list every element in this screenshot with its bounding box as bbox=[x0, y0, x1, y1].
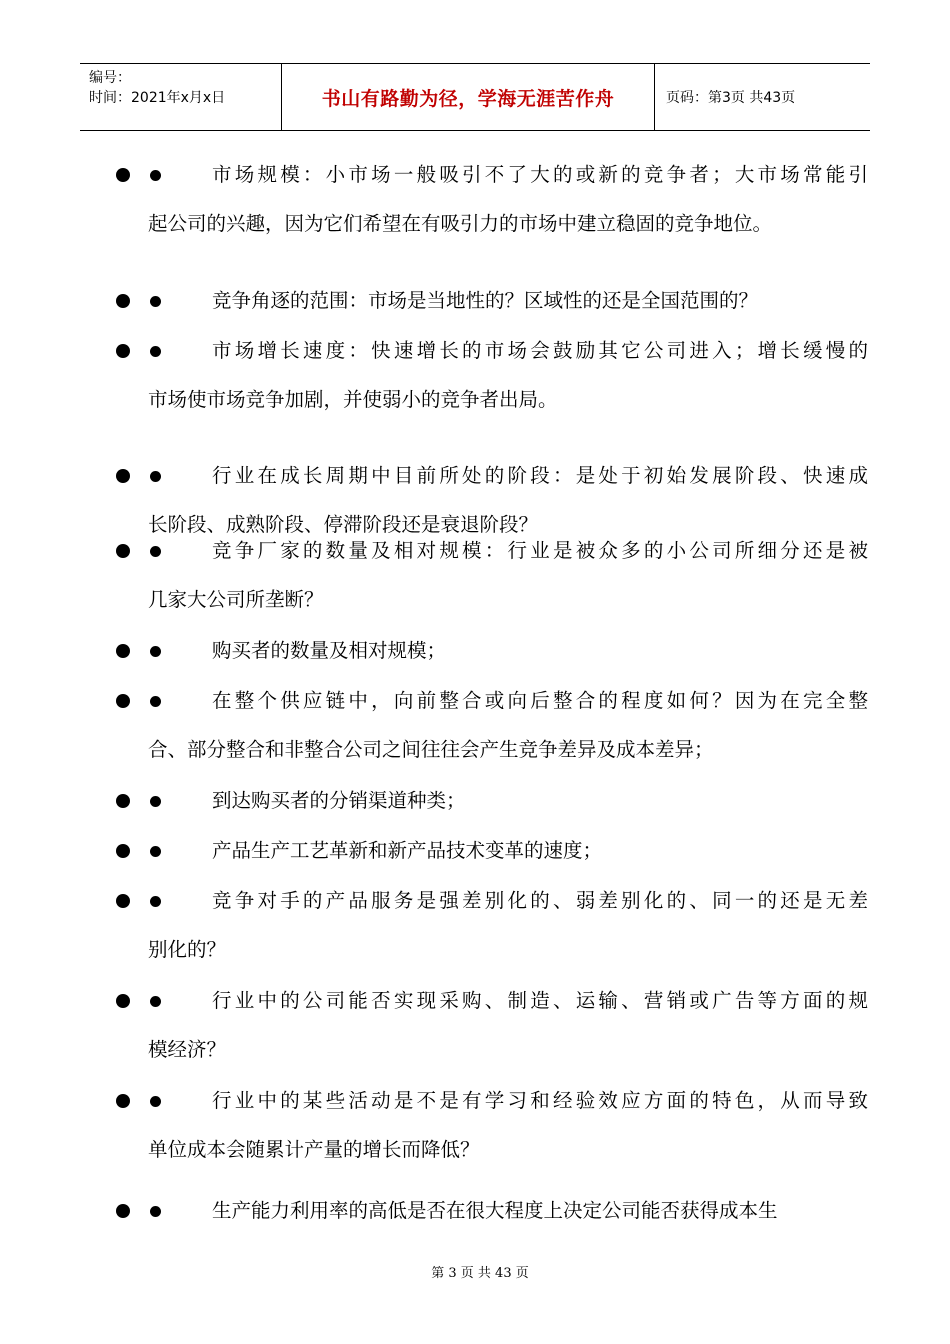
list-item-text: 生产能力利用率的高低是否在很大程度上决定公司能否获得成本生 bbox=[212, 1199, 778, 1222]
time-label: 时间：2021年x月x日 bbox=[89, 90, 226, 106]
list-item-text: 市场增长速度：快速增长的市场会鼓励其它公司进入；增长缓慢的 bbox=[212, 339, 868, 362]
bullet-dot-icon bbox=[116, 894, 130, 908]
list-item-text: 市场规模：小市场一般吸引不了大的或新的竞争者；大市场常能引 bbox=[212, 163, 868, 186]
list-item-continuation: 别化的？ bbox=[148, 938, 227, 961]
bullet-marks bbox=[116, 461, 161, 491]
bullet-dot-icon bbox=[150, 1206, 161, 1217]
bullet-marks bbox=[116, 686, 161, 716]
bullet-marks bbox=[116, 160, 161, 190]
serial-number-label: 编号： bbox=[89, 70, 131, 86]
page-info-text: 页码：第3页 共43页 bbox=[666, 90, 796, 106]
bullet-dot-icon bbox=[116, 469, 130, 483]
bullet-dot-icon bbox=[150, 1096, 161, 1107]
bullet-dot-icon bbox=[150, 696, 161, 707]
bullet-dot-icon bbox=[116, 544, 130, 558]
bullet-dot-icon bbox=[150, 471, 161, 482]
bullet-dot-icon bbox=[116, 694, 130, 708]
bullet-dot-icon bbox=[116, 994, 130, 1008]
list-item-continuation: 起公司的兴趣，因为它们希望在有吸引力的市场中建立稳固的竞争地位。 bbox=[148, 212, 773, 235]
bullet-dot-icon bbox=[116, 1204, 130, 1218]
bullet-marks bbox=[116, 336, 161, 366]
list-item-text: 在整个供应链中，向前整合或向后整合的程度如何？因为在完全整 bbox=[212, 689, 868, 712]
header-meta bbox=[80, 64, 282, 130]
bullet-marks bbox=[116, 286, 161, 316]
list-item-text: 行业在成长周期中目前所处的阶段：是处于初始发展阶段、快速成 bbox=[212, 464, 868, 487]
header-motto: 书山有路勤为径，学海无涯苦作舟 bbox=[282, 64, 655, 130]
bullet-dot-icon bbox=[116, 644, 130, 658]
list-item-continuation: 长阶段、成熟阶段、停滞阶段还是衰退阶段？ bbox=[148, 513, 539, 536]
list-item-text: 行业中的公司能否实现采购、制造、运输、营销或广告等方面的规 bbox=[212, 989, 868, 1012]
bullet-marks bbox=[116, 986, 161, 1016]
bullet-dot-icon bbox=[150, 296, 161, 307]
bullet-marks bbox=[116, 836, 161, 866]
bullet-dot-icon bbox=[150, 846, 161, 857]
list-item-text: 到达购买者的分销渠道种类； bbox=[212, 789, 466, 812]
document-header bbox=[80, 63, 870, 131]
bullet-dot-icon bbox=[150, 796, 161, 807]
bullet-marks bbox=[116, 1086, 161, 1116]
header-page-info bbox=[655, 64, 870, 130]
bullet-marks bbox=[116, 1196, 161, 1226]
bullet-dot-icon bbox=[116, 1094, 130, 1108]
list-item-text: 竞争厂家的数量及相对规模：行业是被众多的小公司所细分还是被 bbox=[212, 539, 868, 562]
list-item-text: 产品生产工艺革新和新产品技术变革的速度； bbox=[212, 839, 603, 862]
bullet-dot-icon bbox=[150, 170, 161, 181]
bullet-dot-icon bbox=[116, 844, 130, 858]
list-item-text: 购买者的数量及相对规模； bbox=[212, 639, 447, 662]
list-item-text: 行业中的某些活动是不是有学习和经验效应方面的特色，从而导致 bbox=[212, 1089, 868, 1112]
bullet-marks bbox=[116, 636, 161, 666]
list-item-continuation: 单位成本会随累计产量的增长而降低？ bbox=[148, 1138, 480, 1161]
page-footer: 第 3 页 共 43 页 bbox=[431, 1266, 529, 1281]
bullet-dot-icon bbox=[116, 794, 130, 808]
bullet-marks bbox=[116, 536, 161, 566]
list-item-continuation: 市场使市场竞争加剧，并使弱小的竞争者出局。 bbox=[148, 388, 558, 411]
bullet-dot-icon bbox=[116, 168, 130, 182]
bullet-dot-icon bbox=[150, 896, 161, 907]
bullet-dot-icon bbox=[116, 344, 130, 358]
bullet-marks bbox=[116, 886, 161, 916]
bullet-dot-icon bbox=[150, 546, 161, 557]
bullet-dot-icon bbox=[150, 996, 161, 1007]
list-item-continuation: 合、部分整合和非整合公司之间往往会产生竞争差异及成本差异； bbox=[148, 738, 714, 761]
bullet-dot-icon bbox=[150, 346, 161, 357]
list-item-text: 竞争对手的产品服务是强差别化的、弱差别化的、同一的还是无差 bbox=[212, 889, 868, 912]
bullet-dot-icon bbox=[116, 294, 130, 308]
bullet-marks bbox=[116, 786, 161, 816]
list-item-continuation: 模经济？ bbox=[148, 1038, 227, 1061]
list-item-text: 竞争角逐的范围：市场是当地性的？区域性的还是全国范围的？ bbox=[212, 289, 759, 312]
bullet-dot-icon bbox=[150, 646, 161, 657]
list-item-continuation: 几家大公司所垄断？ bbox=[148, 588, 324, 611]
